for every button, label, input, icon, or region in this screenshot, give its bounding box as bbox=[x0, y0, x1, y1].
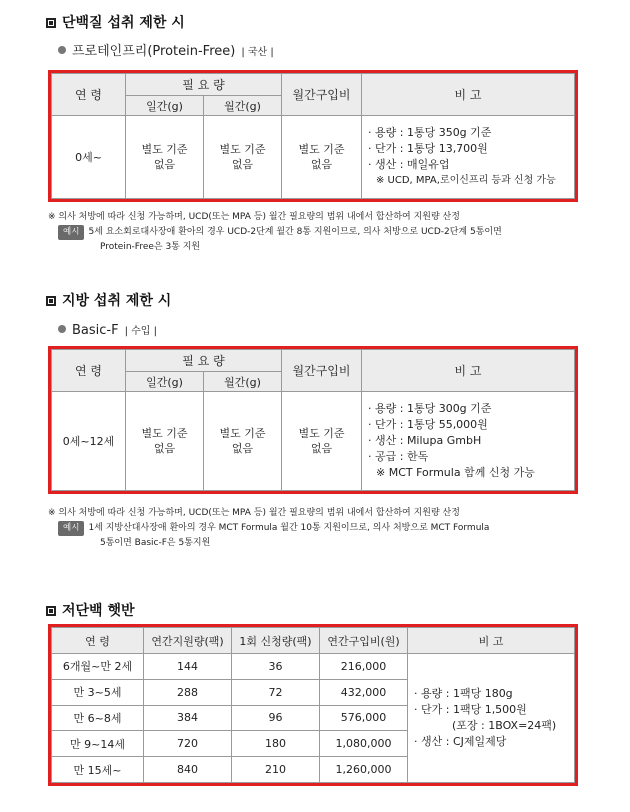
header-monthly-cost: 월간구입비 bbox=[282, 74, 362, 116]
cell-request: 36 bbox=[232, 654, 320, 680]
note-line: (포장 : 1BOX=24팩) bbox=[452, 719, 557, 732]
rice-table-box bbox=[48, 624, 578, 786]
bullet-icon bbox=[58, 325, 66, 333]
note-line: · 용량 : 1통당 300g 기준 bbox=[368, 402, 492, 415]
section-heading-fat: 지방 섭취 제한 시 bbox=[46, 290, 171, 310]
checkbox-square-icon bbox=[46, 606, 56, 616]
footnote-fat bbox=[48, 506, 489, 551]
cell-monthly: 별도 기준 없음 bbox=[204, 392, 282, 491]
header-age: 연 령 bbox=[52, 628, 144, 654]
note-line: · 단가 : 1통당 13,700원 bbox=[368, 142, 488, 155]
cell-monthly: 별도 기준 없음 bbox=[204, 116, 282, 199]
header-monthly-cost: 월간구입비 bbox=[282, 350, 362, 392]
cell-cost: 432,000 bbox=[320, 679, 408, 705]
header-annual-cost: 연간구입비(원) bbox=[320, 628, 408, 654]
header-daily: 일간(g) bbox=[126, 372, 204, 392]
cell-annual: 144 bbox=[144, 654, 232, 680]
footnote-text: ※ 의사 처방에 따라 신청 가능하며, UCD(또는 MPA 등) 월간 필요량의 범위 내에서 합산하여 지원량 산정 bbox=[48, 212, 460, 222]
cell-cost: 216,000 bbox=[320, 654, 408, 680]
header-monthly: 월간(g) bbox=[204, 96, 282, 116]
header-need: 필 요 량 bbox=[126, 350, 282, 372]
basic-f-table bbox=[51, 349, 575, 491]
header-daily: 일간(g) bbox=[126, 96, 204, 116]
header-notes: 비 고 bbox=[362, 350, 575, 392]
cell-daily: 별도 기준 없음 bbox=[126, 392, 204, 491]
cell-age: 만 3~5세 bbox=[52, 679, 144, 705]
example-text: 1세 지방산대사장애 환아의 경우 MCT Formula 월간 10통 지원이므로, 의사 처방으로 MCT Formula bbox=[88, 523, 490, 533]
note-line: · 단가 : 1팩당 1,500원 bbox=[414, 703, 527, 716]
example-text-cont: Protein-Free은 3통 지원 bbox=[100, 242, 201, 252]
note-line: ※ UCD, MPA,로이신프리 등과 신청 가능 bbox=[376, 175, 556, 186]
note-line: · 생산 : Milupa GmbH bbox=[368, 434, 482, 447]
cell-age: 6개월~만 2세 bbox=[52, 654, 144, 680]
note-line: · 생산 : 매일유업 bbox=[368, 158, 450, 171]
cell-age: 0세~12세 bbox=[52, 392, 126, 491]
note-line: · 용량 : 1팩당 180g bbox=[414, 687, 513, 700]
origin-tag: | 수입 | bbox=[124, 326, 158, 337]
cell-cost: 1,080,000 bbox=[320, 731, 408, 757]
header-age: 연 령 bbox=[52, 350, 126, 392]
bullet-icon bbox=[58, 46, 66, 54]
cell-request: 210 bbox=[232, 757, 320, 783]
note-line: ※ MCT Formula 함께 신청 가능 bbox=[376, 466, 535, 479]
cell-notes bbox=[408, 654, 575, 783]
cell-annual: 720 bbox=[144, 731, 232, 757]
cell-cost: 576,000 bbox=[320, 705, 408, 731]
checkbox-square-icon bbox=[46, 18, 56, 28]
checkbox-square-icon bbox=[46, 296, 56, 306]
header-notes: 비 고 bbox=[408, 628, 575, 654]
section-heading-protein: 단백질 섭취 제한 시 bbox=[46, 12, 185, 32]
example-badge: 예시 bbox=[58, 521, 84, 536]
note-line: · 생산 : CJ제일제당 bbox=[414, 735, 507, 748]
product-name: Basic-F bbox=[72, 323, 119, 338]
example-text: 5세 요소회로대사장애 환아의 경우 UCD-2단계 월간 8통 지원이므로, 의사 처방으로 UCD-2단계 5통이면 bbox=[88, 227, 502, 237]
product-line-basic-f bbox=[58, 322, 157, 338]
footnote-text: ※ 의사 처방에 따라 신청 가능하며, UCD(또는 MPA 등) 월간 필요량의 범위 내에서 합산하여 지원량 산정 bbox=[48, 508, 460, 518]
header-notes: 비 고 bbox=[362, 74, 575, 116]
cell-request: 96 bbox=[232, 705, 320, 731]
header-annual-support: 연간지원량(팩) bbox=[144, 628, 232, 654]
note-line: · 공급 : 한독 bbox=[368, 450, 429, 463]
origin-tag: | 국산 | bbox=[241, 47, 274, 58]
cell-cost: 별도 기준 없음 bbox=[282, 392, 362, 491]
cell-annual: 384 bbox=[144, 705, 232, 731]
cell-daily: 별도 기준 없음 bbox=[126, 116, 204, 199]
product-line-protein-free bbox=[58, 40, 274, 59]
example-badge: 예시 bbox=[58, 225, 84, 240]
section-heading-rice: 저단백 햇반 bbox=[46, 600, 135, 620]
cell-request: 180 bbox=[232, 731, 320, 757]
header-need: 필 요 량 bbox=[126, 74, 282, 96]
cell-annual: 288 bbox=[144, 679, 232, 705]
protein-free-table bbox=[51, 73, 575, 199]
cell-notes bbox=[362, 392, 575, 491]
product-name: 프로테인프리(Protein-Free) bbox=[72, 44, 236, 59]
example-text-cont: 5통이면 Basic-F은 5통지원 bbox=[100, 538, 211, 548]
header-age: 연 령 bbox=[52, 74, 126, 116]
cell-age: 0세~ bbox=[52, 116, 126, 199]
footnote-protein bbox=[48, 210, 502, 255]
cell-annual: 840 bbox=[144, 757, 232, 783]
note-line: · 용량 : 1통당 350g 기준 bbox=[368, 126, 492, 139]
cell-request: 72 bbox=[232, 679, 320, 705]
note-line: · 단가 : 1통당 55,000원 bbox=[368, 418, 488, 431]
protein-free-table-box bbox=[48, 70, 578, 202]
rice-table bbox=[51, 627, 575, 783]
header-monthly: 월간(g) bbox=[204, 372, 282, 392]
cell-age: 만 9~14세 bbox=[52, 731, 144, 757]
cell-cost: 별도 기준 없음 bbox=[282, 116, 362, 199]
cell-age: 만 6~8세 bbox=[52, 705, 144, 731]
header-per-request: 1회 신청량(팩) bbox=[232, 628, 320, 654]
basic-f-table-box bbox=[48, 346, 578, 494]
cell-age: 만 15세~ bbox=[52, 757, 144, 783]
cell-cost: 1,260,000 bbox=[320, 757, 408, 783]
cell-notes bbox=[362, 116, 575, 199]
